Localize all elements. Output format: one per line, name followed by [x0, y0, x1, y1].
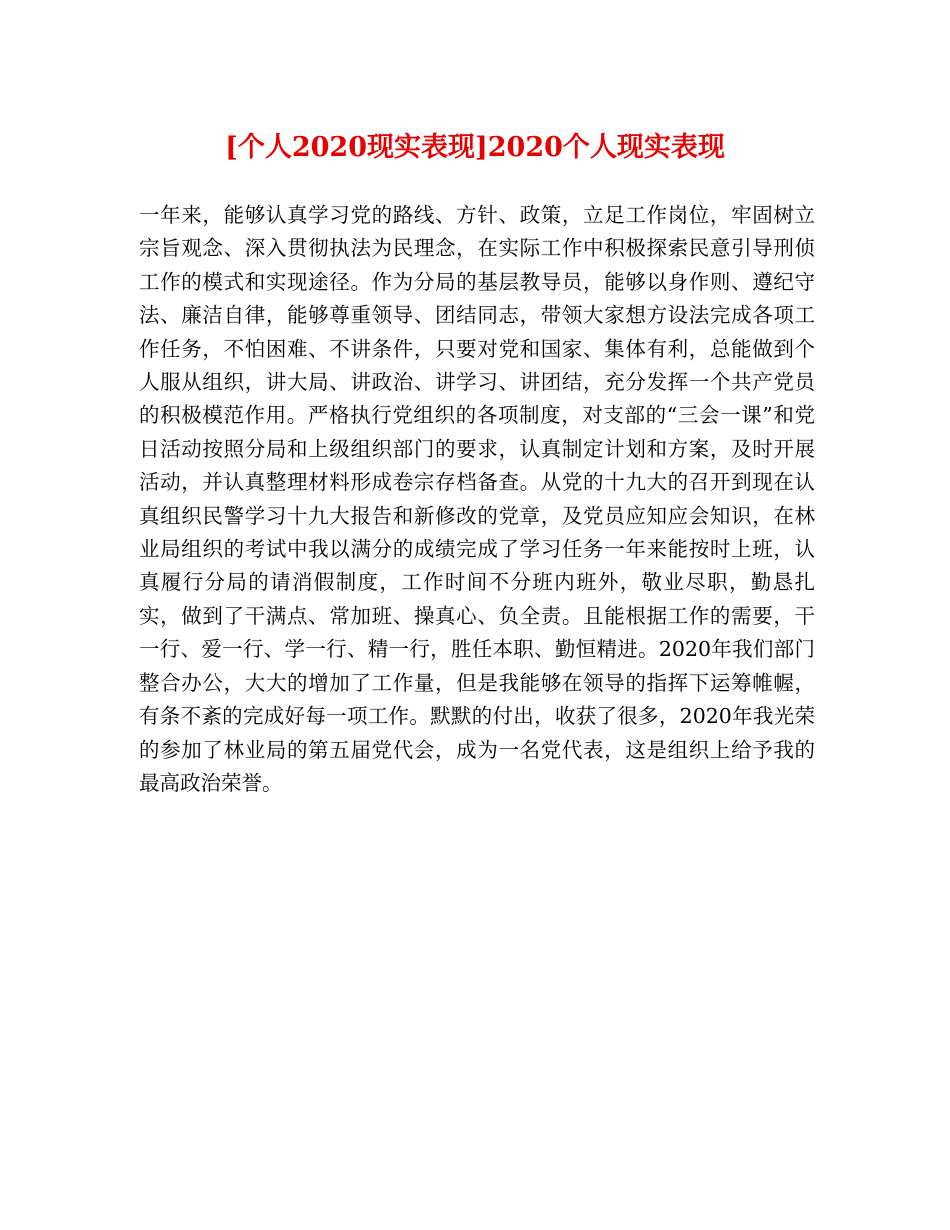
body-paragraph: 一年来，能够认真学习党的路线、方针、政策，立足工作岗位，牢固树立宗旨观念、深入贯彻执法为民理念，在实际工作中积极探索民意引导刑侦工作的模式和实现途径。作为分局的基层教导员，能够以身作则、遵纪守法、廉洁自律，能够尊重领导、团结同志，带领大家想方设法完成各项工作任务，不怕困难、不讲条件，只要对党和国家、集体有利，总能做到个人服从组织，讲大局、讲政治、讲学习、讲团结，充分发挥一个共产党员的积极模范作用。严格执行党组织的各项制度，对支部的“三会一课”和党日活动按照分局和上级组织部门的要求，认真制定计划和方案，及时开展活动，并认真整理材料形成卷宗存档备查。从党的十九大的召开到现在认真组织民警学习十九大报告和新修改的党章，及党员应知应会知识，在林业局组织的考试中我以满分的成绩完成了学习任务一年来能按时上班，认真履行分局的请消假制度，工作时间不分班内班外，敬业尽职，勤恳扎实，做到了干满点、常加班、操真心、负全责。且能根据工作的需要，干一行、爱一行、学一行、精一行，胜任本职、勤恒精进。2020年我们部门整合办公，大大的增加了工作量，但是我能够在领导的指挥下运筹帷幄，有条不紊的完成好每一项工作。默默的付出，收获了很多，2020年我光荣的参加了林业局的第五届党代会，成为一名党代表，这是组织上给予我的最高政治荣誉。 — [139, 203, 815, 795]
document-title: [个人2020现实表现]2020个人现实表现 — [225, 132, 725, 163]
